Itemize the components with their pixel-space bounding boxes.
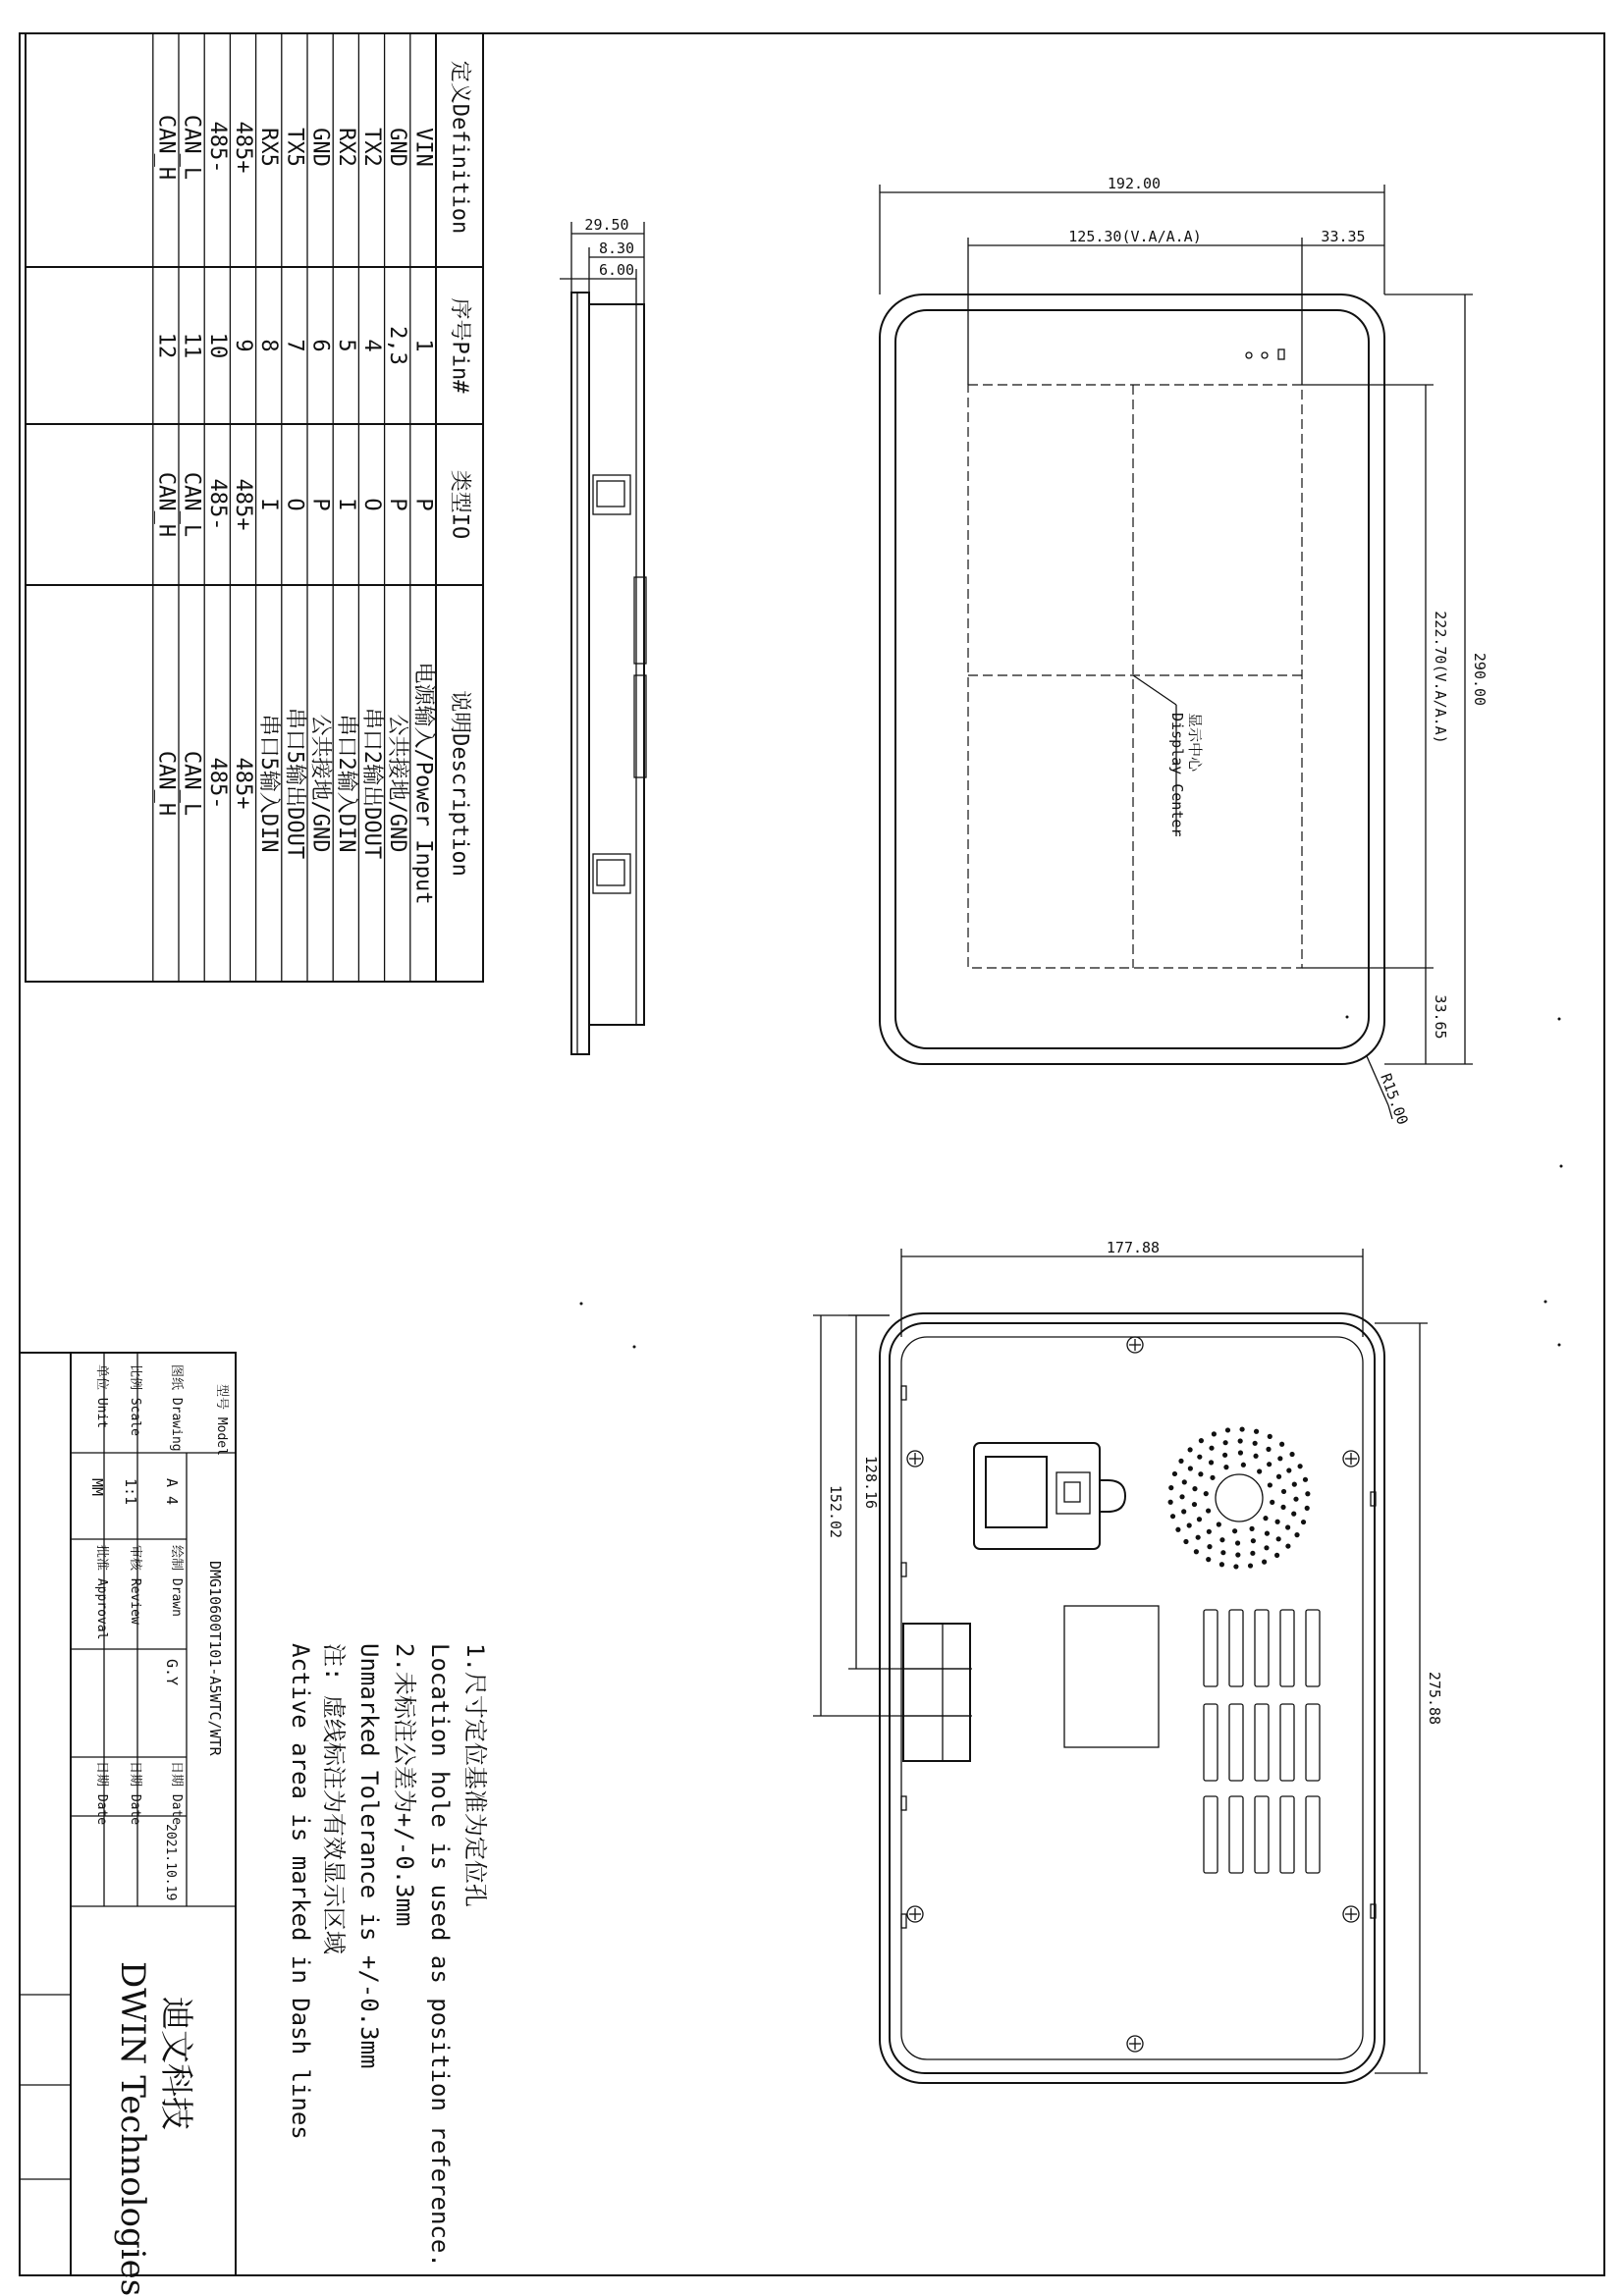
screw-hole [907, 1906, 923, 1922]
pin-cell-description: 485- [204, 757, 230, 810]
pin-cell-description: 电源输入/Power Input [410, 662, 436, 905]
pin-cell-definition: CAN_L [179, 114, 204, 181]
tb-date-label-2: 日期 Date [128, 1761, 142, 1826]
pin-cell-io: P [307, 498, 333, 511]
pin-cell-pin: 1 [410, 339, 436, 352]
note-1-en: Location hole is used as position reference. [426, 1643, 454, 2268]
tb-model-value: DMG10600T101-A5WTC/WTR [206, 1561, 224, 1756]
display-center-en: Display Center [1168, 713, 1186, 837]
pin-cell-io: P [410, 498, 436, 511]
tb-scale-label: 比例 Scale [128, 1364, 142, 1436]
pin-cell-definition: TX2 [359, 128, 384, 167]
pin-cell-pin: 12 [153, 332, 179, 359]
pin-cell-definition: CAN_H [153, 114, 179, 181]
display-center-cn: 显示中心 [1186, 713, 1204, 773]
pin-cell-pin: 8 [256, 339, 282, 352]
tb-model-label: 型号 Model [214, 1384, 229, 1456]
note-3-cn: 注: 虚线标注为有效显示区域 [320, 1643, 348, 1954]
pin-cell-io: P [385, 498, 410, 511]
note-1-cn: 1.尺寸定位基准为定位孔 [461, 1643, 489, 1907]
pin-cell-description: 串口2输出DOUT [359, 707, 384, 860]
note-3-en: Active area is marked in Dash lines [287, 1643, 314, 2140]
pin-cell-description: CAN_L [179, 750, 204, 817]
vent-slots [1204, 1610, 1320, 1873]
dim-back-conn-a: 128.16 [862, 1455, 880, 1510]
pin-cell-io: O [282, 498, 307, 511]
note-2-en: Unmarked Tolerance is +/-0.3mm [355, 1643, 383, 2069]
dim-back-width: 177.88 [1106, 1239, 1161, 1256]
pin-cell-pin: 6 [307, 339, 333, 352]
pin-cell-description: 串口2输入DIN [333, 714, 358, 853]
pin-cell-definition: 485- [204, 121, 230, 174]
pin-cell-pin: 10 [204, 332, 230, 359]
pin-cell-io: 485+ [231, 478, 255, 531]
pin-cell-description: 公共接地/GND [385, 714, 410, 853]
screw-hole [1127, 2036, 1143, 2052]
pin-cell-definition: TX5 [282, 128, 307, 167]
pin-cell-definition: RX5 [256, 128, 282, 167]
company-name-cn: 迪文科技 [156, 1997, 195, 2130]
pin-cell-pin: 9 [231, 339, 255, 352]
tb-approval-label: 批准 Approval [94, 1545, 109, 1640]
pin-cell-description: 串口5输出DOUT [282, 707, 307, 860]
tb-date-label-3: 日期 Date [94, 1761, 109, 1826]
dim-front-va-height: 222.70(V.A/A.A) [1432, 611, 1449, 744]
pin-cell-io: 485- [204, 478, 230, 531]
screw-hole [1343, 1906, 1359, 1922]
tb-drawn-label: 绘制 Drawn [169, 1545, 184, 1617]
pin-cell-definition: 485+ [231, 121, 255, 174]
dim-corner-radius: R15.00 [1377, 1071, 1412, 1128]
tb-unit-label: 单位 Unit [94, 1364, 109, 1429]
pin-cell-io: CAN_H [153, 471, 179, 538]
tb-unit-value: MM [88, 1478, 106, 1497]
dim-front-width: 192.00 [1107, 175, 1162, 192]
pin-cell-io: CAN_L [179, 471, 204, 538]
screw-hole [907, 1451, 923, 1467]
outer-border [20, 33, 1604, 2275]
pin-cell-description: 485+ [231, 757, 255, 810]
pin-cell-pin: 7 [282, 339, 307, 352]
header-definition: 定义Definition [447, 60, 472, 235]
screw-hole [1127, 1337, 1143, 1353]
header-pin: 序号Pin# [447, 297, 472, 394]
pin-cell-io: O [359, 498, 384, 511]
dim-front-right-margin: 33.35 [1321, 228, 1366, 245]
pin-table [26, 33, 483, 982]
title-block [20, 1353, 236, 2296]
pin-cell-definition: GND [385, 128, 410, 167]
front-view [880, 175, 1489, 1127]
notes [287, 1643, 489, 2268]
tb-drawing-value: A 4 [163, 1478, 181, 1506]
pin-cell-io: I [256, 498, 282, 511]
tb-review-label: 审核 Review [128, 1545, 142, 1625]
dim-front-va-width: 125.30(V.A/A.A) [1068, 228, 1202, 245]
company-name-en: DWIN Technologies [113, 1961, 152, 2296]
pin-cell-description: 公共接地/GND [307, 714, 333, 853]
header-description: 说明Description [447, 690, 472, 877]
tb-drawing-label: 图纸 Drawing [169, 1364, 184, 1452]
pin-cell-description: CAN_H [153, 750, 179, 817]
dim-side-mid: 8.30 [598, 240, 635, 257]
tb-scale-value: 1:1 [122, 1478, 139, 1506]
pin-cell-pin: 4 [359, 339, 384, 352]
dim-side-total: 29.50 [584, 216, 629, 234]
pin-cell-pin: 2,3 [385, 326, 410, 365]
pin-cell-definition: VIN [410, 128, 436, 167]
pin-cell-description: 串口5输入DIN [256, 714, 282, 853]
screw-hole [1343, 1451, 1359, 1467]
tb-date-label-1: 日期 Date [169, 1761, 184, 1826]
back-view [813, 1239, 1443, 2083]
dim-front-bottom-margin: 33.65 [1432, 994, 1449, 1040]
tb-drawn-value: G.Y [163, 1659, 181, 1686]
pin-cell-definition: GND [307, 128, 333, 167]
pin-cell-io: I [333, 498, 358, 511]
header-io: 类型IO [447, 469, 472, 540]
dim-side-small: 6.00 [598, 261, 635, 279]
dim-back-height: 275.88 [1426, 1671, 1443, 1726]
dim-back-conn-b: 152.02 [827, 1484, 844, 1539]
pin-cell-definition: RX2 [333, 128, 358, 167]
speaker-grille [1168, 1426, 1311, 1569]
pin-cell-pin: 11 [179, 332, 204, 359]
side-view [560, 216, 646, 1054]
dim-front-height: 290.00 [1471, 652, 1489, 707]
note-2-cn: 2.未标注公差为+/-0.3mm [391, 1643, 418, 1927]
tb-date-value: 2021.10.19 [163, 1824, 178, 1901]
pin-cell-pin: 5 [333, 339, 358, 352]
